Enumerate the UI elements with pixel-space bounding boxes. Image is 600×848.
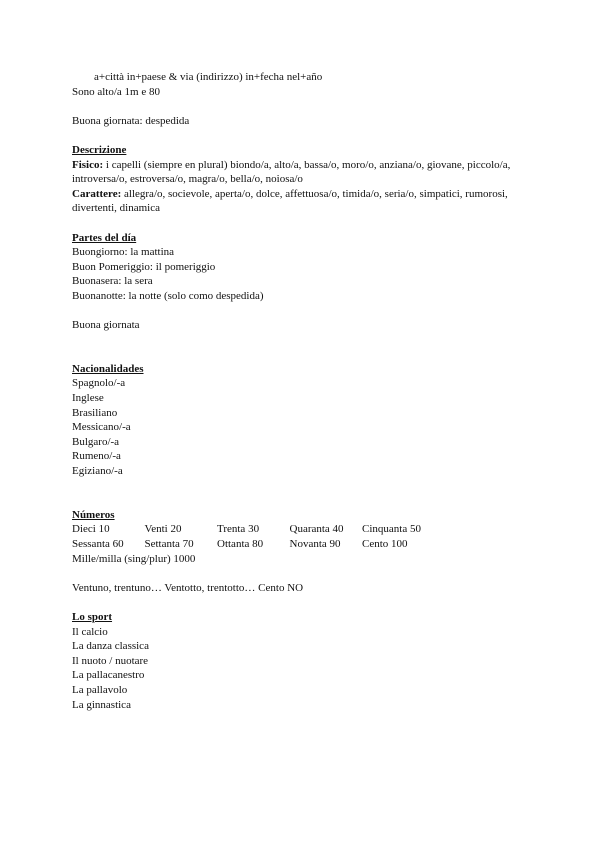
number-cell: Settanta 70 <box>144 538 194 550</box>
numbers-note: Ventuno, trentuno… Ventotto, trentotto… Cento NO <box>72 581 304 594</box>
spacer <box>72 595 532 610</box>
spacer <box>72 347 532 362</box>
list-item: La pallacanestro <box>72 669 145 682</box>
spacer <box>72 566 532 581</box>
list-item: Il nuoto / nuotare <box>72 654 149 667</box>
spacer <box>72 216 532 231</box>
number-cell: Venti 20 <box>144 523 182 536</box>
list-item: Spagnolo/-a <box>72 377 126 390</box>
carattere-label: Carattere: <box>72 187 122 200</box>
number-cell: Sessanta 60 <box>72 538 124 550</box>
intro-line-2: Sono alto/a 1m e 80 <box>72 85 160 98</box>
list-item: Rumeno/-a <box>72 450 121 463</box>
intro-line-1: a+città in+paese & via (indirizzo) in+fecha nel+año <box>94 71 323 83</box>
number-cell: Cinquanta 50 <box>362 523 421 536</box>
spacer <box>72 479 532 494</box>
spacer <box>72 99 532 114</box>
list-item: La danza classica <box>72 640 149 653</box>
descrizione-heading: Descrizione <box>72 143 127 156</box>
list-item: Il calcio <box>72 625 108 638</box>
number-cell: Cento 100 <box>362 538 408 550</box>
number-cell: Quaranta 40 <box>289 523 344 536</box>
list-item: Bulgaro/-a <box>72 435 120 448</box>
numeri-heading: Números <box>72 508 115 521</box>
list-item: Buongiorno: la mattina <box>72 246 175 259</box>
partes-heading: Partes del día <box>72 231 137 244</box>
number-cell: Dieci 10 <box>72 523 110 536</box>
spacer <box>72 493 532 508</box>
list-item: Egiziano/-a <box>72 465 123 478</box>
list-item: Buon Pomeriggio: il pomeriggio <box>72 260 216 273</box>
numbers-row-3: Mille/milla (sing/plur) 1000 <box>72 552 196 565</box>
numbers-row-1 <box>72 522 532 537</box>
fisico-text: i capelli (siempre en plural) biondo/a, alto/a, bassa/o, moro/o, anziana/o, giovane, piccolo/a, introversa/o, estroversa/o, magra/o, bella/o, noiosa/o <box>72 158 511 186</box>
list-item: La pallavolo <box>72 683 128 696</box>
carattere-text: allegra/o, socievole, aperta/o, dolce, affettuosa/o, timida/o, seria/o, simpatici, rumorosi, divertenti, dinamica <box>72 187 508 215</box>
carattere-paragraph <box>72 187 532 216</box>
list-item: La ginnastica <box>72 698 131 711</box>
greeting-buona-giornata: Buona giornata <box>72 319 140 332</box>
list-item: Messicano/-a <box>72 421 131 434</box>
sport-heading: Lo sport <box>72 610 113 623</box>
spacer <box>72 304 532 319</box>
document-page <box>72 70 532 712</box>
spacer <box>72 128 532 143</box>
number-cell: Ottanta 80 <box>217 538 264 550</box>
number-cell: Trenta 30 <box>217 523 260 536</box>
spacer <box>72 333 532 348</box>
greeting-farewell: Buona giornata: despedida <box>72 114 190 127</box>
numbers-row-2 <box>72 537 532 552</box>
nacionalidades-heading: Nacionalidades <box>72 362 144 375</box>
fisico-paragraph <box>72 158 532 187</box>
fisico-label: Fisico: <box>72 158 104 171</box>
list-item: Buonasera: la sera <box>72 275 153 288</box>
number-cell: Novanta 90 <box>289 538 341 550</box>
list-item: Inglese <box>72 392 104 405</box>
list-item: Brasiliano <box>72 406 118 419</box>
list-item: Buonanotte: la notte (solo como despedida) <box>72 289 264 302</box>
